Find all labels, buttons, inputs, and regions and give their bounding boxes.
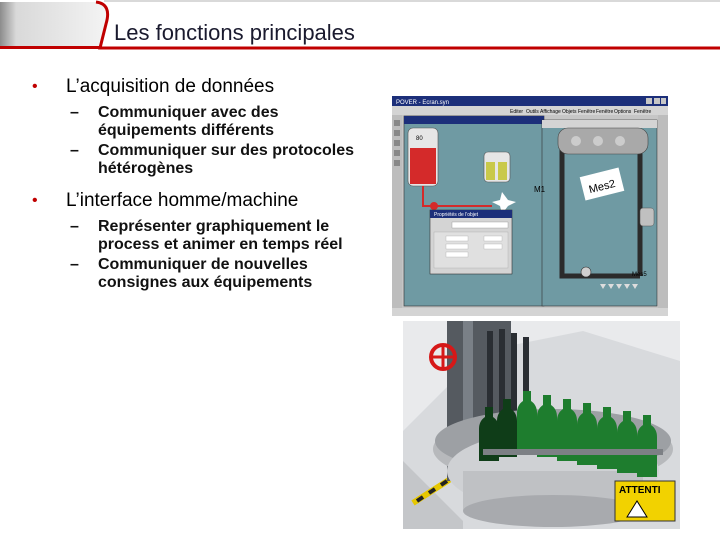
- bullet-list: [32, 76, 377, 294]
- sub-bullet-text: Communiquer avec des équipements différents: [98, 104, 279, 139]
- dash-icon: –: [70, 218, 79, 235]
- bullet-text: L’acquisition de données: [66, 76, 275, 97]
- menu-item[interactable]: Fenêtre: [596, 109, 614, 115]
- dash-icon: –: [70, 142, 79, 159]
- bullet-dot-icon: •: [32, 78, 38, 95]
- menu-item[interactable]: Affichage: [540, 109, 561, 115]
- menu-item[interactable]: Outils: [526, 109, 539, 115]
- label-mes2: Mes2: [587, 177, 617, 197]
- sub-bullet-item: [32, 104, 377, 140]
- sub-bullet-item: [32, 142, 377, 178]
- scada-screenshot: [392, 96, 668, 316]
- warning-sign-text: ATTENTI: [619, 485, 661, 496]
- menu-item[interactable]: Objets: [562, 109, 577, 115]
- label-mes5: Mes5: [632, 272, 647, 278]
- app-title: POVER - Ecran.syn: [396, 100, 450, 106]
- title-bar: [0, 0, 720, 50]
- menu-item[interactable]: Fenêtre: [578, 109, 596, 115]
- menu-item[interactable]: Fenêtre: [634, 109, 652, 115]
- sub-bullet-item: [32, 218, 377, 254]
- tank-level: 80: [416, 136, 423, 142]
- sub-bullet-text: Communiquer sur des protocoles hétérogènes: [98, 142, 355, 177]
- bottling-scene-image: [403, 321, 680, 529]
- bullet-dot-icon: •: [32, 192, 38, 209]
- label-m1: M1: [534, 185, 546, 194]
- dialog-title: Propriétés de l'objet: [434, 212, 479, 218]
- dash-icon: –: [70, 256, 79, 273]
- menu-item[interactable]: Options: [614, 109, 632, 115]
- bullet-item: [32, 190, 377, 212]
- bullet-item: [32, 76, 377, 98]
- sub-bullet-text: Communiquer de nouvelles consignes aux équipements: [98, 256, 313, 291]
- sub-bullet-text: Représenter graphiquement le process et animer en temps réel: [98, 218, 343, 253]
- sub-bullet-item: [32, 256, 377, 292]
- dash-icon: –: [70, 104, 79, 121]
- bullet-text: L’interface homme/machine: [66, 190, 299, 211]
- page-title: Les fonctions principales: [114, 20, 355, 45]
- menu-item[interactable]: Editer: [510, 109, 524, 115]
